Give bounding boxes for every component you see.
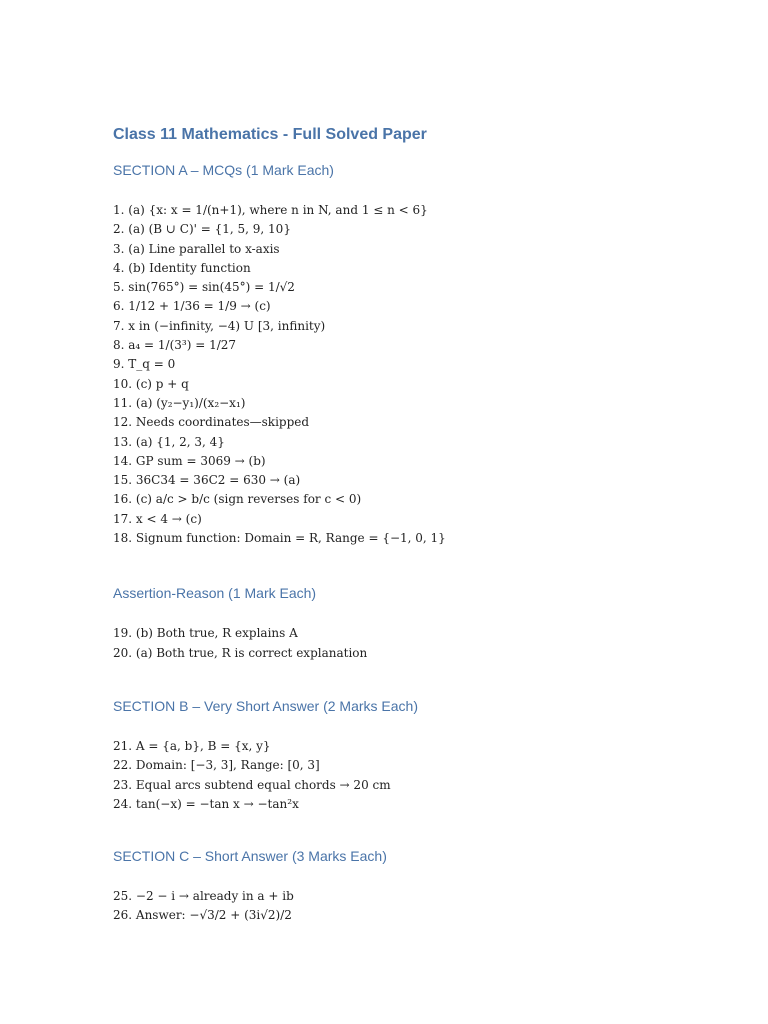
answer-item: 15. 36C34 = 36C2 = 630 → (a) [113,473,301,488]
answer-item: 23. Equal arcs subtend equal chords → 20 cm [113,777,391,792]
answer-item: 11. (a) (y₂−y₁)/(x₂−x₁) [113,395,246,410]
answer-item: 24. tan(−x) = −tan x → −tan²x [113,796,299,811]
answer-item: 13. (a) {1, 2, 3, 4} [113,434,225,449]
answer-item: 4. (b) Identity function [113,260,251,275]
answer-item: 9. T_q = 0 [113,357,176,372]
answer-item: 26. Answer: −√3/2 + (3i√2)/2 [113,908,292,923]
answer-item: 5. sin(765°) = sin(45°) = 1/√2 [113,280,295,295]
section-a-heading: SECTION A – MCQs (1 Mark Each) [113,162,334,178]
answer-item: 14. GP sum = 3069 → (b) [113,453,266,468]
answer-item: 8. a₄ = 1/(3³) = 1/27 [113,338,237,353]
answer-item: 17. x < 4 → (c) [113,511,202,526]
assertion-reason-heading: Assertion-Reason (1 Mark Each) [113,585,317,602]
answer-item: 1. (a) {x: x = 1/(n+1), where n in N, and 1 ≤ n < 6} [113,203,428,217]
answer-item: 6. 1/12 + 1/36 = 1/9 → (c) [113,299,271,314]
answer-item: 20. (a) Both true, R is correct explanation [113,645,368,660]
answer-item: 22. Domain: [−3, 3], Range: [0, 3] [113,758,320,773]
section-c-answers [113,887,733,926]
assertion-reason-answers [113,624,733,663]
section-a-answers [113,201,733,548]
section-c-heading: SECTION C – Short Answer (3 Marks Each) [113,848,387,865]
answer-item: 21. A = {a, b}, B = {x, y} [113,738,271,753]
section-b-heading: SECTION B – Very Short Answer (2 Marks Each) [113,697,418,714]
answer-item: 12. Needs coordinates—skipped [113,415,310,430]
answer-item: 25. −2 − i → already in a + ib [113,889,294,904]
answer-item: 3. (a) Line parallel to x-axis [113,241,280,256]
document-title: Class 11 Mathematics - Full Solved Paper [113,126,427,143]
document-page [113,122,733,926]
section-b-answers [113,737,733,814]
answer-item: 10. (c) p + q [113,376,189,391]
answer-item: 7. x in (−infinity, −4) U [3, infinity) [113,318,326,333]
answer-item: 2. (a) (B ∪ C)' = {1, 5, 9, 10} [113,222,291,237]
answer-item: 16. (c) a/c > b/c (sign reverses for c < 0) [113,492,362,507]
answer-item: 18. Signum function: Domain = R, Range = {−1, 0, 1} [113,531,446,546]
answer-item: 19. (b) Both true, R explains A [113,626,298,641]
